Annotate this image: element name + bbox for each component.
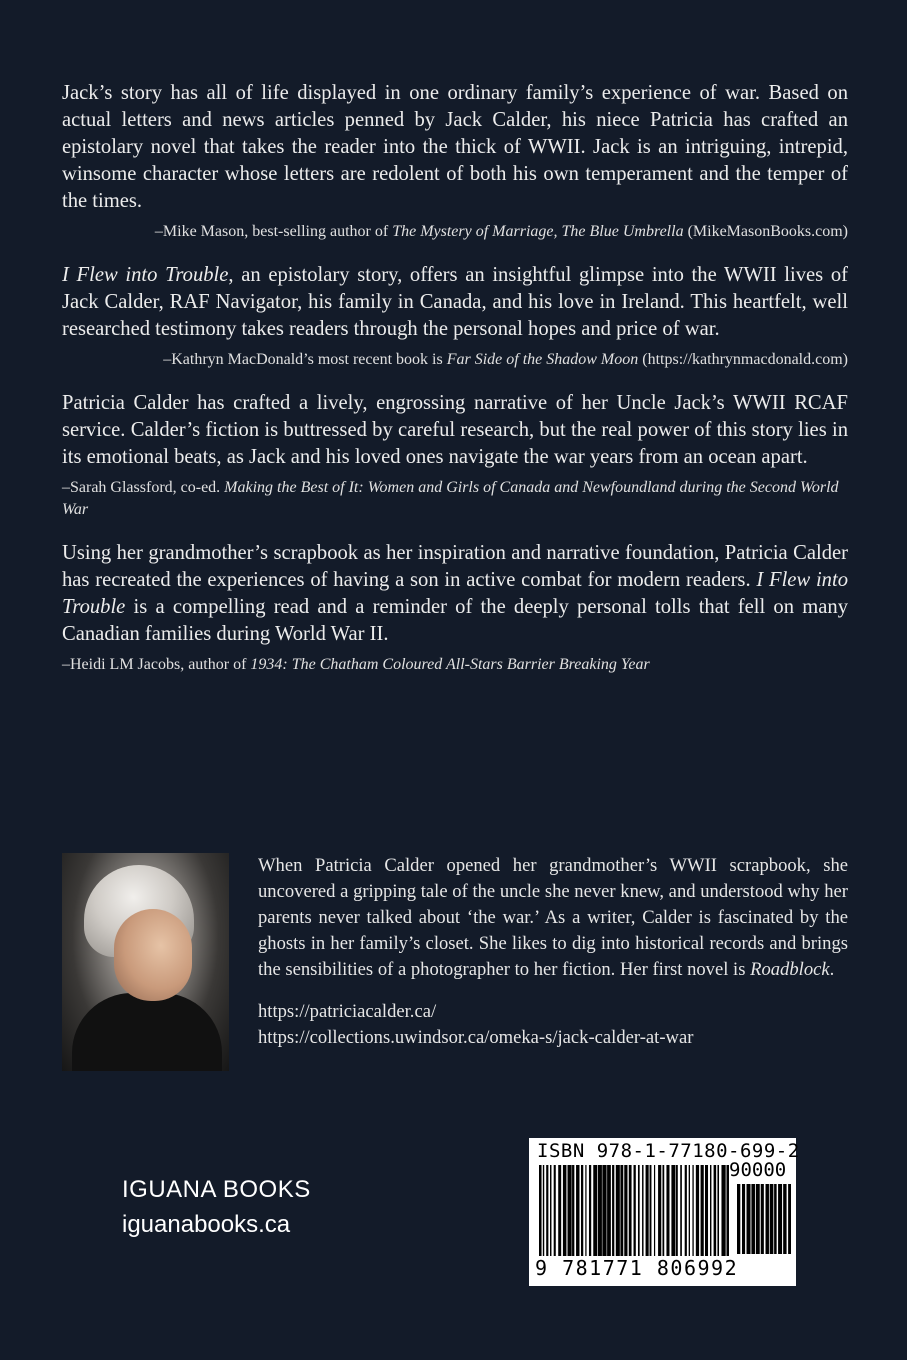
- isbn-barcode: [529, 1138, 800, 1286]
- endorsement-jacobs: [62, 540, 848, 676]
- endorsement-attribution: –Heidi LM Jacobs, author of 1934: The Chatham Coloured All-Stars Barrier Breaking Year: [62, 656, 650, 673]
- endorsements: [62, 80, 848, 695]
- endorsement-glassford: [62, 390, 848, 521]
- author-bio-text: [258, 853, 848, 1051]
- endorsement-attribution: –Kathryn MacDonald’s most recent book is Far Side of the Shadow Moon (https://kathrynmacdonald.com): [163, 351, 848, 368]
- author-photo: [62, 853, 229, 1071]
- publisher-logo: [122, 1175, 311, 1241]
- endorsement-quote: I Flew into Trouble, an epistolary story, offers an insightful glimpse into the WWII lives of Jack Calder, RAF Navigator, his family in Canada, and his love in Ireland. This heartfelt, well researched testimony takes readers through the personal hopes and price of war.: [62, 264, 848, 340]
- endorsement-attribution: –Sarah Glassford, co-ed. Making the Best of It: Women and Girls of Canada and Newfoundland during the Second World War: [62, 479, 839, 518]
- author-links: [258, 999, 848, 1051]
- price-barcode-bars: [737, 1184, 791, 1254]
- publisher-name: IGUANA BOOKS: [122, 1176, 311, 1203]
- ean-digits: 9 781771 806992: [535, 1256, 739, 1280]
- endorsement-quote: Jack’s story has all of life displayed in one ordinary family’s experience of war. Based on actual letters and news articles penned by Jack Calder, his niece Patricia has crafted an epistolary novel that takes the reader into the thick of WWII. Jack is an intriguing, intrepid, winsome character whose letters are redolent of both his own temperament and the temper of the times.: [62, 82, 848, 212]
- endorsement-quote: Using her grandmother’s scrapbook as her inspiration and narrative foundation, Patricia Calder has recreated the experiences of having a son in active combat for modern readers. I Flew into Trouble is a compelling read and a reminder of the deeply personal tolls that fell on many Canadian families during World War II.: [62, 542, 849, 645]
- author-website-link[interactable]: https://patriciacalder.ca/: [258, 1001, 437, 1022]
- price-code: 90000: [729, 1159, 787, 1181]
- endorsement-mason: [62, 80, 848, 243]
- publisher-website: iguanabooks.ca: [122, 1211, 291, 1238]
- ean-barcode-bars: [539, 1165, 729, 1263]
- endorsement-quote: Patricia Calder has crafted a lively, engrossing narrative of her Uncle Jack’s WWII RCAF service. Calder’s fiction is buttressed by careful research, but the real power of this story lies in its emotional beats, as Jack and his loved ones navigate the war years from an ocean apart.: [62, 392, 848, 468]
- isbn-label: ISBN 978-1-77180-699-2: [537, 1140, 800, 1162]
- endorsement-attribution: –Mike Mason, best-selling author of The Mystery of Marriage, The Blue Umbrella (MikeMasonBooks.com): [154, 223, 848, 240]
- collection-link[interactable]: https://collections.uwindsor.ca/omeka-s/jack-calder-at-war: [258, 1027, 694, 1048]
- endorsement-macdonald: [62, 262, 848, 371]
- author-bio-paragraph: When Patricia Calder opened her grandmother’s WWII scrapbook, she uncovered a gripping tale of the uncle she never knew, and understood why her parents never talked about ‘the war.’ As a writer, Calder is fascinated by the ghosts in her family’s closet. She likes to dig into historical records and brings the sensibilities of a photographer to her fiction. Her first novel is Roadblock.: [258, 855, 848, 980]
